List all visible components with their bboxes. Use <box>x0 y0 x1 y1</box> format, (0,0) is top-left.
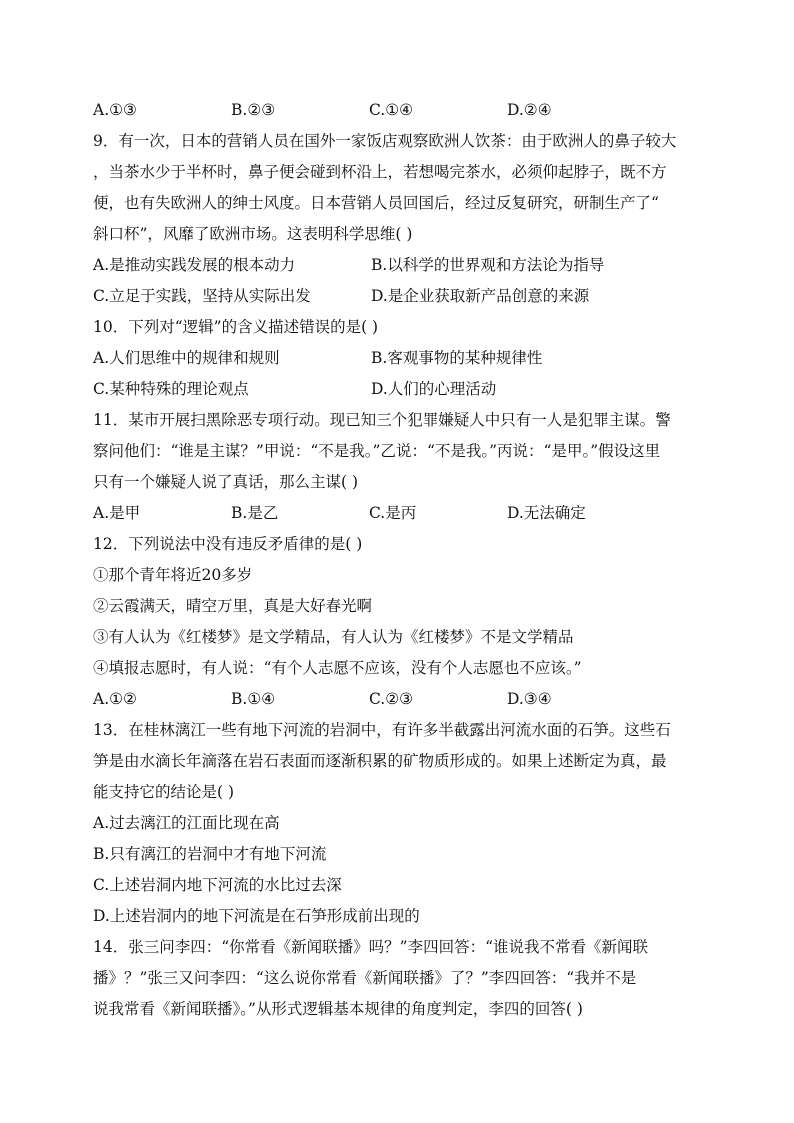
question-12 <box>93 529 703 715</box>
question-13 <box>93 715 703 932</box>
q10-option-d[interactable]: D.人们的心理活动 <box>371 380 497 398</box>
q14-stem-line-2: 播》？”张三又问李四：“这么说你常看《新闻联播》了？”李四回答：“我并不是 <box>93 969 637 987</box>
q9-options-row-2 <box>93 281 703 312</box>
q9-stem-line-4: 斜口杯”，风靡了欧洲市场。这表明科学思维( ) <box>93 225 413 243</box>
q9-option-b[interactable]: B.以科学的世界观和方法论为指导 <box>371 256 605 274</box>
q13-option-a[interactable]: A.过去漓江的江面比现在高 <box>93 814 280 832</box>
q13-option-c[interactable]: C.上述岩洞内地下河流的水比过去深 <box>93 876 342 894</box>
q12-stem-line-1: 12．下列说法中没有违反矛盾律的是( ) <box>93 535 363 553</box>
q12-statement-3: ③有人认为《红楼梦》是文学精品，有人认为《红楼梦》不是文学精品 <box>93 628 574 646</box>
question-14 <box>93 932 703 1025</box>
q8-option-a[interactable]: A.①③ <box>93 101 137 119</box>
question-9 <box>93 126 703 312</box>
q9-stem-line-3: 便，也有失欧洲人的绅士风度。日本营销人员回国后，经过反复研究，研制生产了“ <box>93 194 659 212</box>
q10-option-b[interactable]: B.客观事物的某种规律性 <box>371 349 543 367</box>
q11-option-b[interactable]: B.是乙 <box>231 504 279 522</box>
q10-option-a[interactable]: A.人们思维中的规律和规则 <box>93 349 280 367</box>
q11-option-c[interactable]: C.是丙 <box>369 504 417 522</box>
q12-option-c[interactable]: C.②③ <box>369 690 414 708</box>
q10-options-row-1 <box>93 343 703 374</box>
q11-option-d[interactable]: D.无法确定 <box>507 504 586 522</box>
q8-option-d[interactable]: D.②④ <box>507 101 552 119</box>
q14-stem-line-3: 说我常看《新闻联播》。”从形式逻辑基本规律的角度判定，李四的回答( ) <box>93 1000 583 1018</box>
q12-option-a[interactable]: A.①② <box>93 690 137 708</box>
q8-option-c[interactable]: C.①④ <box>369 101 414 119</box>
q10-options-row-2 <box>93 374 703 405</box>
q11-option-a[interactable]: A.是甲 <box>93 504 141 522</box>
q12-options <box>93 684 703 715</box>
q13-stem-line-2: 笋是由水滴长年滴落在岩石表面而逐渐积累的矿物质形成的。如果上述断定为真，最 <box>93 752 667 770</box>
q12-option-b[interactable]: B.①④ <box>231 690 276 708</box>
q10-option-c[interactable]: C.某种特殊的理论观点 <box>93 380 249 398</box>
q9-options-row-1 <box>93 250 703 281</box>
q12-statement-2: ②云霞满天，晴空万里，真是大好春光啊 <box>93 597 373 615</box>
q12-option-d[interactable]: D.③④ <box>507 690 552 708</box>
q9-stem-line-1: 9．有一次，日本的营销人员在国外一家饭店观察欧洲人饮茶：由于欧洲人的鼻子较大 <box>93 132 677 150</box>
q9-option-d[interactable]: D.是企业获取新产品创意的来源 <box>371 287 590 305</box>
q14-stem-line-1: 14．张三问李四：“你常看《新闻联播》吗？”李四回答：“谁说我不常看《新闻联 <box>93 938 648 956</box>
question-11 <box>93 405 703 529</box>
q9-stem-line-2: ，当茶水少于半杯时，鼻子便会碰到杯沿上，若想喝完茶水，必须仰起脖子，既不方 <box>93 163 667 181</box>
q12-statement-1: ①那个青年将近20多岁 <box>93 566 253 584</box>
q11-stem-line-3: 只有一个嫌疑人说了真话，那么主谋( ) <box>93 473 359 491</box>
q11-stem-line-2: 察问他们：“谁是主谋？”甲说：“不是我。”乙说：“不是我。”丙说：“是甲。”假设这里 <box>93 442 661 460</box>
document-page <box>93 95 703 1025</box>
q9-option-c[interactable]: C.立足于实践，坚持从实际出发 <box>93 287 311 305</box>
q13-stem-line-1: 13．在桂林漓江一些有地下河流的岩洞中，有许多半截露出河流水面的石笋。这些石 <box>93 721 671 739</box>
q13-stem-line-3: 能支持它的结论是( ) <box>93 783 235 801</box>
q8-options <box>93 95 703 126</box>
q10-stem-line-1: 10．下列对“逻辑”的含义描述错误的是( ) <box>93 318 379 336</box>
q11-stem-line-1: 11．某市开展扫黑除恶专项行动。现已知三个犯罪嫌疑人中只有一人是犯罪主谋。警 <box>93 411 671 429</box>
q13-option-b[interactable]: B.只有漓江的岩洞中才有地下河流 <box>93 845 327 863</box>
q8-option-b[interactable]: B.②③ <box>231 101 276 119</box>
q11-options <box>93 498 703 529</box>
q9-option-a[interactable]: A.是推动实践发展的根本动力 <box>93 256 296 274</box>
question-10 <box>93 312 703 405</box>
q13-option-d[interactable]: D.上述岩洞内的地下河流是在石笋形成前出现的 <box>93 907 420 925</box>
q12-statement-4: ④填报志愿时，有人说：“有个人志愿不应该，没有个人志愿也不应该。” <box>93 659 582 677</box>
